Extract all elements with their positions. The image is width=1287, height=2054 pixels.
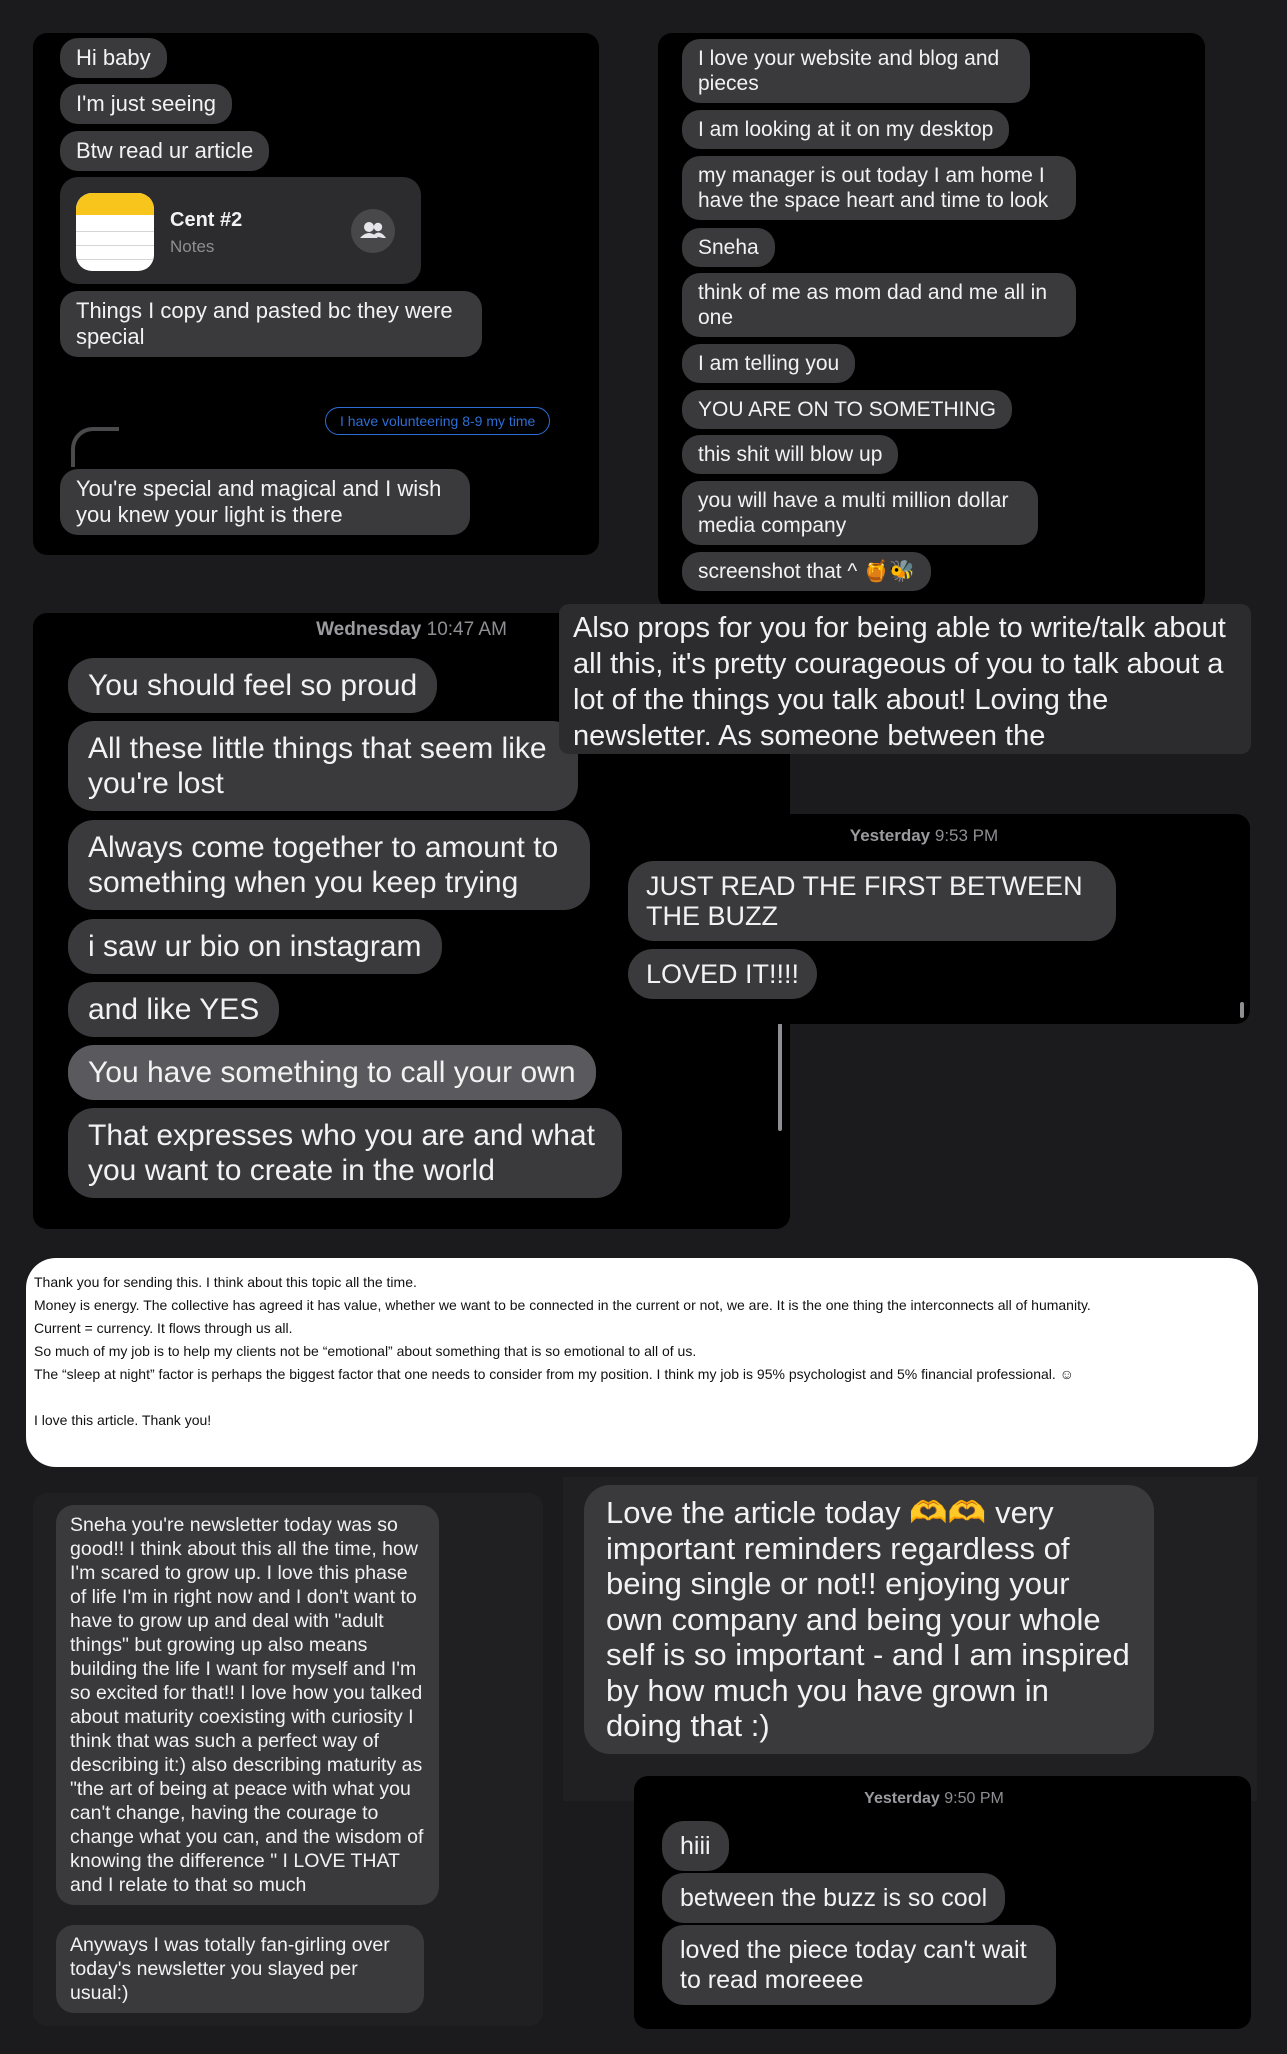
- shared-note-card[interactable]: [60, 177, 421, 284]
- message-bubble[interactable]: Things I copy and pasted bc they were special: [60, 291, 482, 357]
- scroll-indicator[interactable]: [778, 1023, 782, 1131]
- message-bubble[interactable]: hiii: [662, 1821, 729, 1871]
- email-line: Current = currency. It flows through us all.: [34, 1320, 293, 1336]
- reply-thread-line: [71, 427, 119, 467]
- message-bubble[interactable]: Anyways I was totally fan-girling over today's newsletter you slayed per usual:): [56, 1925, 424, 2013]
- message-bubble[interactable]: i saw ur bio on instagram: [68, 919, 442, 974]
- message-bubble[interactable]: Sneha: [682, 228, 775, 267]
- notes-app-icon: [76, 193, 154, 271]
- message-bubble[interactable]: Sneha you're newsletter today was so good!! I think about this all the time, how I'm scared to grow up. I love this phase of life I'm in right now and I don't want to have to grow up and deal with "adult things" but growing up also means building the life I want for myself and I'm so excited for that!! I love how you talked about maturity coexisting with curiosity I think that was such a perfect way of describing it:) also describing maturity as "the art of being at peace with what you can't change, having the courage to change what you can, and the wisdom of knowing the difference " I LOVE THAT and I relate to that so much: [56, 1505, 439, 1905]
- message-bubble[interactable]: You should feel so proud: [68, 658, 437, 713]
- message-bubble[interactable]: I am telling you: [682, 344, 855, 383]
- email-line: I love this article. Thank you!: [34, 1412, 212, 1428]
- conversation-panel-1: [33, 33, 599, 555]
- message-bubble[interactable]: Btw read ur article: [60, 131, 269, 171]
- message-bubble[interactable]: Always come together to amount to something when you keep trying: [68, 820, 590, 910]
- conversation-panel-7: [563, 1477, 1257, 1801]
- message-bubble[interactable]: my manager is out today I am home I have the space heart and time to look: [682, 156, 1076, 220]
- message-bubble[interactable]: think of me as mom dad and me all in one: [682, 273, 1076, 337]
- conversation-panel-6: [33, 1493, 543, 2026]
- email-line: The “sleep at night” factor is perhaps the biggest factor that one needs to consider from my position. I think my job is 95% psychologist and 5% financial professional. ☺: [34, 1366, 1074, 1382]
- message-bubble[interactable]: I am looking at it on my desktop: [682, 110, 1009, 149]
- note-subtitle: Notes: [170, 237, 215, 256]
- email-excerpt: [26, 1258, 1258, 1467]
- conversation-panel-8: [634, 1776, 1251, 2029]
- message-bubble[interactable]: You're special and magical and I wish you knew your light is there: [60, 469, 470, 535]
- message-bubble[interactable]: I'm just seeing: [60, 84, 232, 124]
- message-bubble[interactable]: screenshot that ^ 🍯🐝: [682, 552, 931, 591]
- conversation-panel-2: [658, 33, 1205, 609]
- email-line: [34, 1386, 1250, 1409]
- note-title: Cent #2: [170, 209, 243, 231]
- people-icon[interactable]: [351, 209, 395, 253]
- message-bubble[interactable]: Love the article today 🫶🫶 very important reminders regardless of being single or not!! enjoying your own company and being your whole self is so important - and I am inspired by how much you have grown in doing that :): [584, 1485, 1154, 1754]
- email-line: So much of my job is to help my clients not be “emotional” about something that is so emotional to all of us.: [34, 1343, 697, 1359]
- message-bubble[interactable]: JUST READ THE FIRST BETWEEN THE BUZZ: [628, 861, 1116, 941]
- message-bubble-selected[interactable]: You have something to call your own: [68, 1045, 596, 1100]
- message-timestamp: Yesterday 9:53 PM: [849, 826, 999, 845]
- message-bubble[interactable]: this shit will blow up: [682, 435, 898, 474]
- message-bubble[interactable]: That expresses who you are and what you want to create in the world: [68, 1108, 622, 1198]
- message-bubble[interactable]: loved the piece today can't wait to read moreeee: [662, 1925, 1056, 2005]
- message-bubble[interactable]: and like YES: [68, 982, 279, 1037]
- email-line: Thank you for sending this. I think about this topic all the time.: [34, 1274, 417, 1290]
- scroll-indicator[interactable]: [1240, 1002, 1244, 1018]
- message-bubble[interactable]: LOVED IT!!!!: [628, 949, 817, 999]
- message-bubble[interactable]: between the buzz is so cool: [662, 1873, 1005, 1923]
- conversation-panel-4: [618, 814, 1250, 1024]
- message-timestamp: Wednesday 10:47 AM: [316, 619, 507, 640]
- reply-preview[interactable]: I have volunteering 8-9 my time: [325, 407, 550, 435]
- message-bubble[interactable]: All these little things that seem like you're lost: [68, 721, 578, 811]
- message-bubble[interactable]: I love your website and blog and pieces: [682, 39, 1030, 103]
- email-line: Money is energy. The collective has agreed it has value, whether we want to be connected in the current or not, we are. It is the one thing the interconnects all of humanity.: [34, 1297, 1091, 1313]
- message-bubble[interactable]: YOU ARE ON TO SOMETHING: [682, 390, 1012, 429]
- message-bubble[interactable]: Hi baby: [60, 38, 167, 78]
- message-timestamp: Yesterday 9:50 PM: [864, 1790, 1004, 1807]
- props-message-bubble[interactable]: Also props for you for being able to write/talk about all this, it's pretty courageous of you to talk about a lot of the things you talk about! Loving the newsletter. As someone between the: [559, 604, 1251, 754]
- message-bubble[interactable]: you will have a multi million dollar media company: [682, 481, 1038, 545]
